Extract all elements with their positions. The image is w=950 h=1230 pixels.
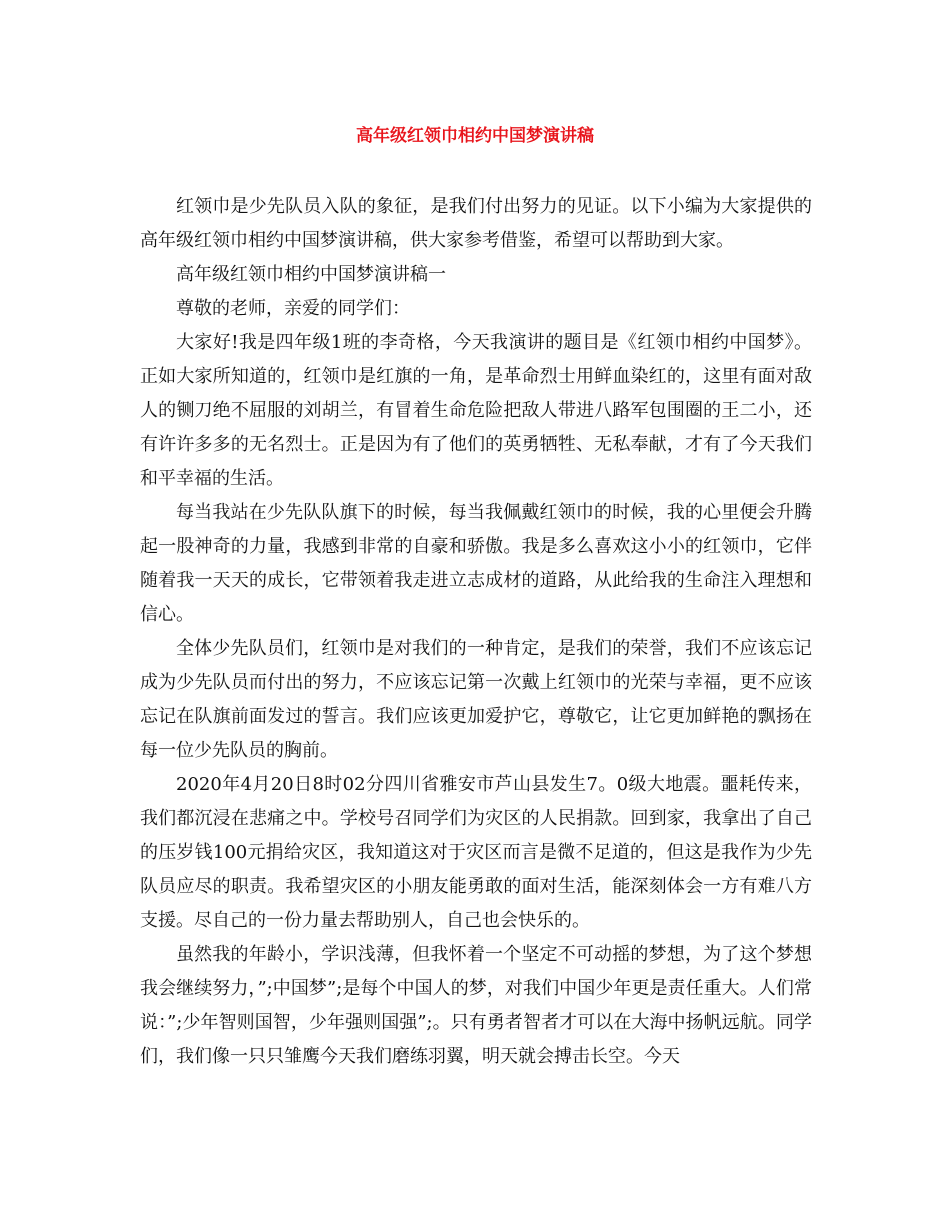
paragraph-earthquake: 2020年4月20日8时02分四川省雅安市芦山县发生7。0级大地震。噩耗传来，我们都沉浸在悲痛之中。学校号召同学们为灾区的人民捐款。回到家，我拿出了自己的压岁钱100元捐给灾区，我知道这对于灾区而言是微不足道的，但这是我作为少先队员应尽的职责。我希望灾区的小朋友能勇敢的面对生活，能深刻体会一方有难八方支援。尽自己的一份力量去帮助别人，自己也会快乐的。 xyxy=(140,774,812,931)
document-title: 高年级红领巾相约中国梦演讲稿 xyxy=(356,126,594,146)
paragraph-subtitle: 高年级红领巾相约中国梦演讲稿一 xyxy=(176,264,446,285)
paragraph-salutation: 尊敬的老师，亲爱的同学们： xyxy=(176,298,410,319)
paragraph-greeting: 大家好!我是四年级1班的李奇格，今天我演讲的题目是《红领巾相约中国梦》。正如大家所知道的，红领巾是红旗的一角，是革命烈士用鲜血染红的，这里有面对敌人的铡刀绝不屈服的刘胡兰，有冒着生命危险把敌人带进八路军包围圈的王二小，还有许许多多的无名烈士。正是因为有了他们的英勇牺牲、无私奉献，才有了今天我们和平幸福的生活。 xyxy=(140,332,812,489)
paragraph-pride: 每当我站在少先队队旗下的时候，每当我佩戴红领巾的时候，我的心里便会升腾起一股神奇的力量，我感到非常的自豪和骄傲。我是多么喜欢这小小的红领巾，它伴随着我一天天的成长，它带领着我走进立志成材的道路，从此给我的生命注入理想和信心。 xyxy=(140,502,812,625)
paragraph-dream: 虽然我的年龄小，学识浅薄，但我怀着一个坚定不可动摇的梦想，为了这个梦想我会继续努力，”;中国梦”;是每个中国人的梦，对我们中国少年更是责任重大。人们常说：”;少年智则国智，少年强则国强”;。只有勇者智者才可以在大海中扬帆远航。同学们，我们像一只只雏鹰今天我们磨练羽翼，明天就会搏击长空。今天 xyxy=(140,944,812,1067)
document-body xyxy=(140,190,812,1074)
paragraph-intro: 红领巾是少先队员入队的象征，是我们付出努力的见证。以下小编为大家提供的高年级红领巾相约中国梦演讲稿，供大家参考借鉴，希望可以帮助到大家。 xyxy=(140,196,812,251)
paragraph-honor: 全体少先队员们，红领巾是对我们的一种肯定，是我们的荣誉，我们不应该忘记成为少先队员而付出的努力，不应该忘记第一次戴上红领巾的光荣与幸福，更不应该忘记在队旗前面发过的誓言。我们应该更加爱护它，尊敬它，让它更加鲜艳的飘扬在每一位少先队员的胸前。 xyxy=(140,638,812,761)
